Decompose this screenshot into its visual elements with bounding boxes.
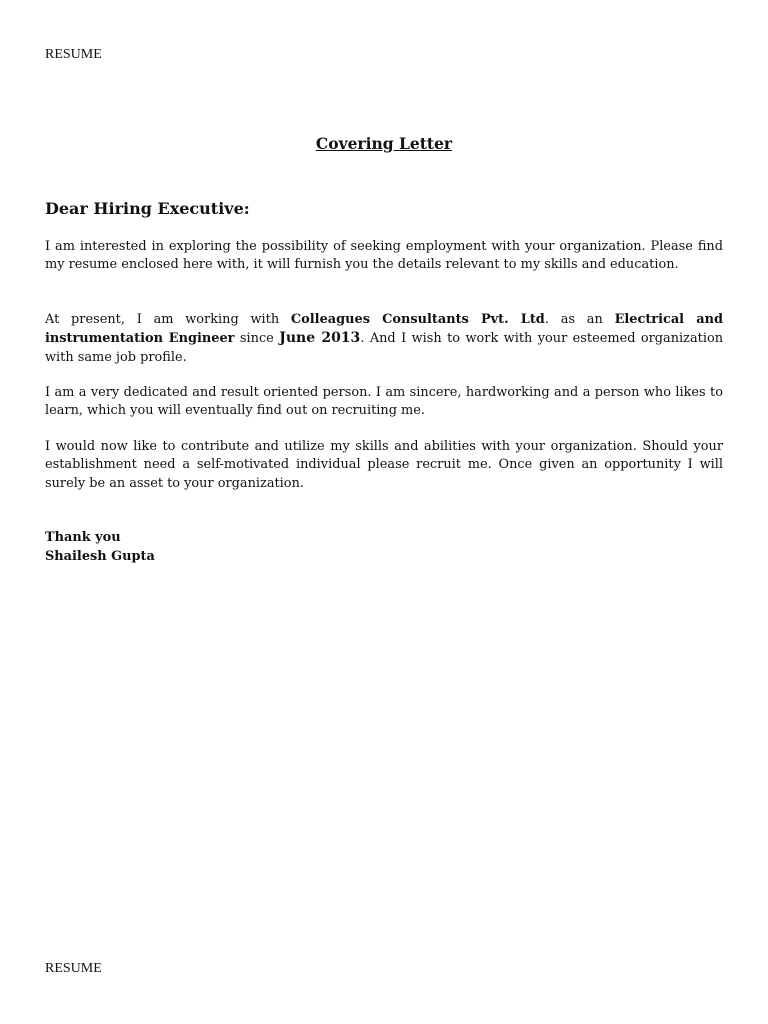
salutation: Dear Hiring Executive: — [45, 199, 250, 218]
p2-text-2: . as an — [544, 312, 615, 327]
p2-text-3: since — [234, 331, 280, 347]
employment-since: June 2013 — [279, 330, 361, 347]
page-header-label: RESUME — [45, 47, 102, 62]
paragraph-current-employment — [45, 311, 723, 367]
page-footer-label: RESUME — [45, 961, 102, 976]
letter-title-text: Covering Letter — [315, 134, 453, 153]
letter-title — [0, 134, 768, 154]
paragraph-contribution: I would now like to contribute and utilize my skills and abilities with your organization. Should your establishment need a self-motivated individual please recruit me. Once given an opportunity I will surely be an asset to your organization. — [45, 439, 723, 491]
closing-thanks: Thank you — [45, 530, 121, 545]
p2-text-4: . And I wish to work with your esteemed organization with same job profile. — [45, 331, 724, 365]
paragraph-interest: I am interested in exploring the possibility of seeking employment with your organization. Please find my resume enclosed here with, it will furnish you the details relevant to my skills and education. — [45, 239, 723, 273]
signature-name: Shailesh Gupta — [45, 548, 155, 564]
letter-closing — [45, 529, 155, 566]
job-role: Electrical and instrumentation Engineer — [45, 312, 723, 347]
p2-text-1: At present, I am working with — [45, 312, 291, 327]
paragraph-personality: I am a very dedicated and result oriented person. I am sincere, hardworking and a person who likes to learn, which you will eventually find out on recruiting me. — [45, 385, 723, 419]
company-name: Colleagues Consultants Pvt. Ltd — [290, 312, 545, 327]
